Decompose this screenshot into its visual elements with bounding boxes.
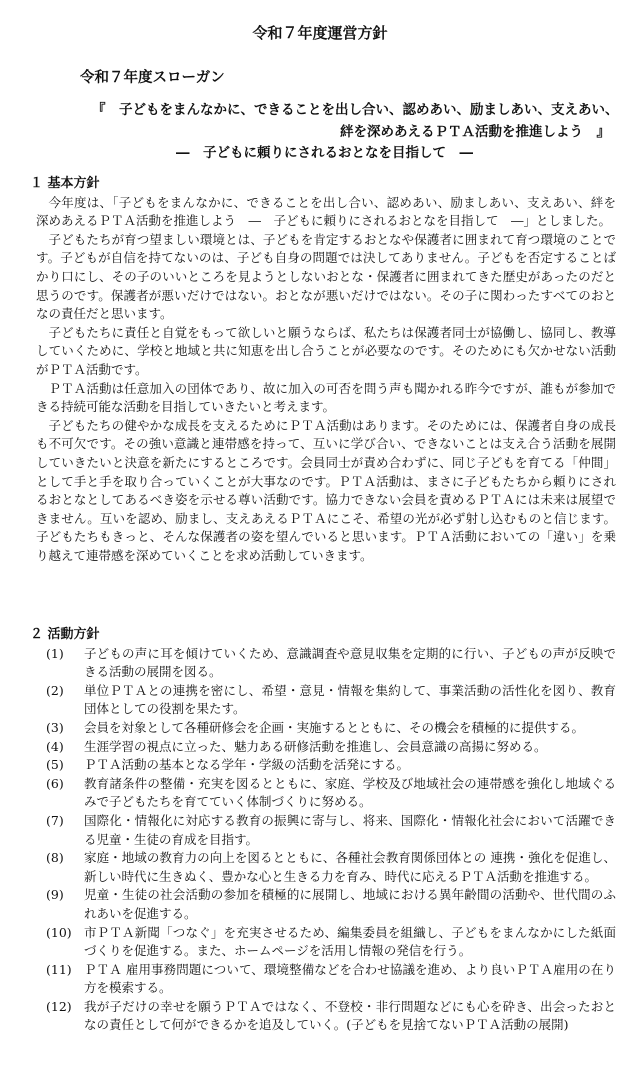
basic-policy-heading: １ 基本方針: [30, 176, 100, 191]
list-item: [36, 775, 616, 812]
list-item: [36, 849, 616, 886]
list-item: [36, 738, 616, 757]
list-item-number: (12): [46, 998, 72, 1014]
list-item: [36, 961, 616, 998]
list-item-text: 会員を対象として各種研修会を企画・実施するとともに、その機会を積極的に提供する。: [84, 719, 585, 735]
activity-policy-list: [36, 645, 616, 1035]
list-item: [36, 682, 616, 719]
basic-policy-section: [30, 175, 616, 565]
slogan-line-1: 『 子どもをまんなかに、できることを出し合い、認めあい、励ましあい、支えあい、: [92, 102, 619, 118]
list-item-text: 生涯学習の視点に立った、魅力ある研修活動を推進し、会員意識の高揚に努める。: [84, 738, 547, 754]
list-item: [36, 645, 616, 682]
list-item-number: (10): [46, 924, 72, 940]
activity-policy-section: [30, 626, 616, 1035]
list-item: [36, 924, 616, 961]
list-item-number: (6): [46, 775, 64, 791]
slogan-line-2: 絆を深めあえるＰＴＡ活動を推進しよう 』: [340, 124, 610, 140]
list-item-text: 国際化・情報化に対応する教育の振興に寄与し、将来、国際化・情報化社会において活躍できる児童・生徒の育成を目指す。: [84, 812, 616, 847]
list-item-number: (1): [46, 645, 64, 661]
list-item-text: 我が子だけの幸せを願うＰＴＡではなく、不登校・非行問題などにも心を砕き、出会ったおとなの責任として何ができるかを追及していく。(子どもを見捨てないＰＴＡ活動の展開): [84, 998, 616, 1033]
list-item-number: (5): [46, 757, 64, 773]
list-item-text: ＰＴＡ 雇用事務問題について、環境整備などを合わせ協議を進め、より良いＰＴＡ雇用の在り方を模索する。: [84, 961, 616, 996]
list-item-text: 家庭・地域の教育力の向上を図るとともに、各種社会教育関係団体との 連携・強化を促進し、新しい時代に生きぬく、豊かな心と生きる力を育み、時代に応えるＰＴＡ活動を推進する。: [84, 850, 616, 884]
list-item-text: ＰＴＡ活動の基本となる学年・学級の活動を活発にする。: [84, 757, 410, 773]
slogan-line-3: ― 子どもに頼りにされるおとなを目指して ―: [176, 145, 473, 161]
basic-policy-paragraph: 子どもたちに責任と自覚をもって欲しいと願うならば、私たちは保護者同士が協働し、協同し、教導していくために、学校と地域と共に知恵を出し合うことが必要なのです。そのためにも欠かせない活動がＰＴＡ活動です。: [36, 324, 616, 377]
basic-policy-paragraph: 子どもたちが育つ望ましい環境とは、子どもを肯定するおとなや保護者に囲まれて育つ環境のことです。子どもが自信を持てないのは、子ども自身の問題では決してありません。子どもを否定することばかり口にし、その子のいいところを見ようとしないおとな・保護者に囲まれてきた歴史があったのだと思うのです。保護者が悪いだけではない。おとなが悪いだけではない。その子に関わったすべてのおとなの責任だと思います。: [36, 231, 616, 322]
page-title: 令和７年度運営方針: [252, 24, 388, 42]
list-item: [36, 756, 616, 775]
list-item-text: 教育諸条件の整備・充実を図るとともに、家庭、学校及び地域社会の連帯感を強化し地域ぐるみで子どもたちを育てていく体制づくりに努める。: [84, 775, 616, 810]
list-item-number: (2): [46, 682, 64, 698]
list-item-text: 市ＰＴＡ新聞「つなぐ」を充実させるため、編集委員を組織し、子どもをまんなかにした紙面づくりを促進する。また、ホームページを活用し情報の発信を行う。: [84, 924, 616, 959]
basic-policy-paragraph: 子どもたちの健やかな成長を支えるためにＰＴＡ活動はあります。そのためには、保護者自身の成長も不可欠です。その強い意識と連帯感を持って、互いに学び合い、できないことは支え合う活動を展開していきたいと決意を新たにするところです。会員同士が責め合わずに、同じ子どもを育てる「仲間」として手と手を取り合っていくことが大事なのです。ＰＴＡ活動は、まさに子どもたちから頼りにされるおとなとしてあるべき姿を示せる尊い活動です。協力できない会員を責めるＰＴＡには未来は展望できません。互いを認め、励まし、支えあえるＰＴＡにこそ、希望の光が必ず射し込むものと信じます。子どもたちもきっと、そんな保護者の姿を望んでいると思います。ＰＴＡ活動においての「違い」を乗り越えて連帯感を深めていくことを求め活動していきます。: [36, 417, 616, 563]
list-item-number: (8): [46, 850, 64, 866]
list-item-text: 単位ＰＴＡとの連携を密にし、希望・意見・情報を集約して、事業活動の活性化を図り、教育団体としての役割を果たす。: [84, 682, 616, 717]
list-item: [36, 812, 616, 849]
activity-policy-heading: ２ 活動方針: [30, 627, 100, 642]
list-item-number: (11): [46, 961, 72, 977]
list-item-number: (4): [46, 738, 64, 754]
list-item-number: (9): [46, 887, 64, 903]
list-item: [36, 719, 616, 738]
list-item-number: (7): [46, 812, 64, 828]
list-item: [36, 998, 616, 1035]
slogan-heading: 令和７年度スローガン: [80, 69, 225, 86]
basic-policy-paragraph: 今年度は、「子どもをまんなかに、できることを出し合い、認めあい、励ましあい、支えあい、絆を深めあえるＰＴＡ活動を推進しよう ― 子どもに頼りにされるおとなを目指して ―」としました。: [36, 194, 616, 229]
list-item-text: 児童・生徒の社会活動の参加を積極的に展開し、地域における異年齢間の活動や、世代間のふれあいを促進する。: [84, 887, 616, 921]
list-item-number: (3): [46, 719, 64, 735]
list-item: [36, 886, 616, 923]
list-item-text: 子どもの声に耳を傾けていくため、意識調査や意見収集を定期的に行い、子どもの声が反映できる活動の展開を図る。: [84, 645, 616, 680]
basic-policy-paragraph: ＰＴＡ活動は任意加入の団体であり、故に加入の可否を問う声も聞かれる昨今ですが、誰もが参加できる持続可能な活動を目指していきたいと考えます。: [36, 380, 616, 415]
